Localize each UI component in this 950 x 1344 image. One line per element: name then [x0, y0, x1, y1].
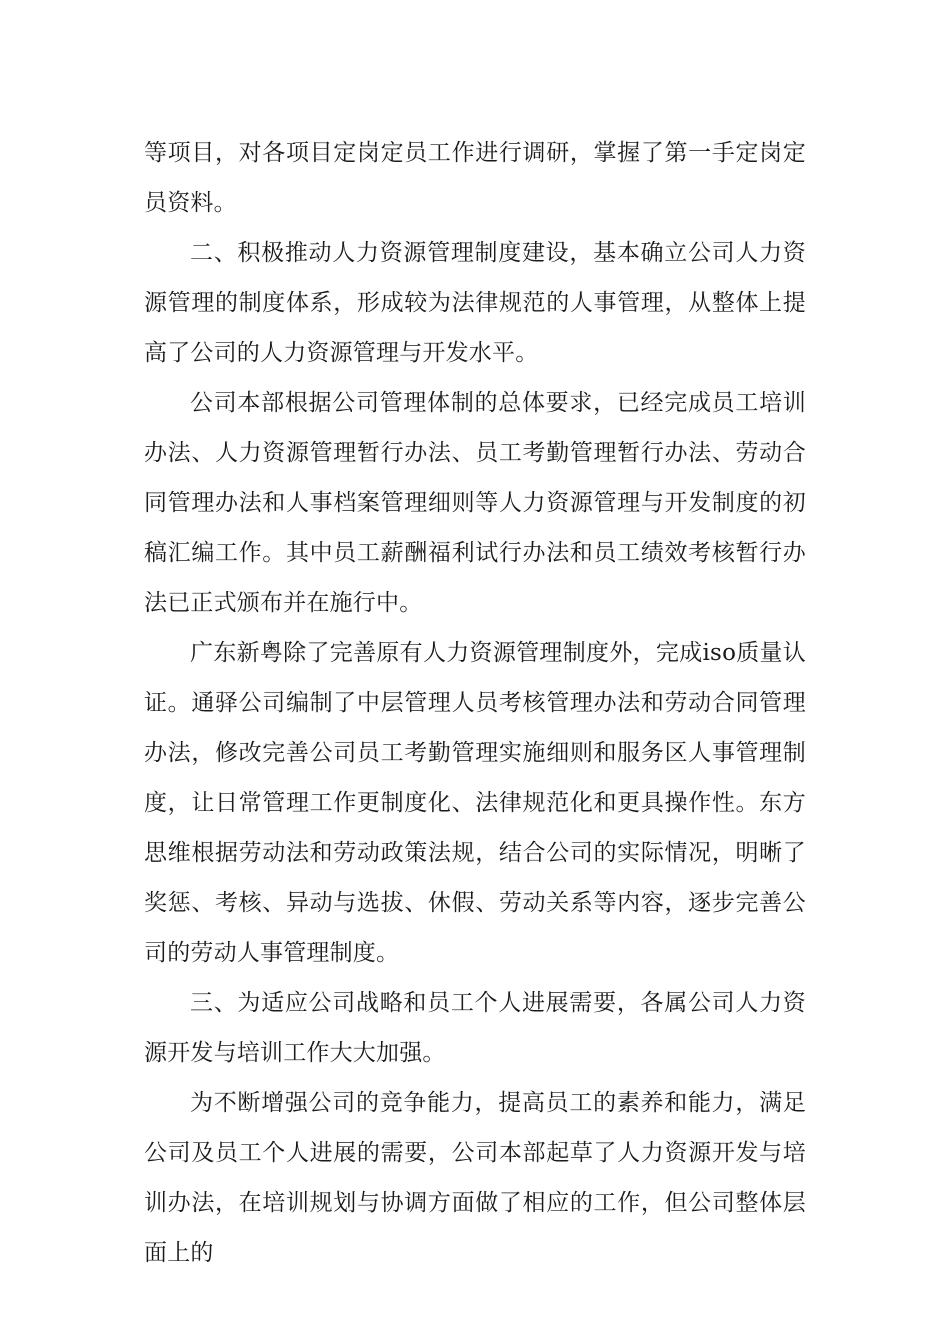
document-page — [144, 128, 806, 1278]
paragraph-headquarters-policies: 公司本部根据公司管理体制的总体要求，已经完成员工培训办法、人力资源管理暂行办法、员工考勤管理暂行办法、劳动合同管理办法和人事档案管理细则等人力资源管理与开发制度的初稿汇编工作。其中员工薪酬福利试行办法和员工绩效考核暂行办法已正式颁布并在施行中。 — [144, 390, 806, 616]
paragraph-training: 为不断增强公司的竞争能力，提高员工的素养和能力，满足公司及员工个人进展的需要，公司本部起草了人力资源开发与培训办法，在培训规划与协调方面做了相应的工作，但公司整体层面上的 — [144, 1090, 806, 1266]
paragraph-section-three-heading: 三、为适应公司战略和员工个人进展需要，各属公司人力资源开发与培训工作大大加强。 — [144, 990, 806, 1066]
paragraph-section-two-heading: 二、积极推动人力资源管理制度建设，基本确立公司人力资源管理的制度体系，形成较为法律规范的人事管理，从整体上提高了公司的人力资源管理与开发水平。 — [144, 240, 806, 366]
paragraph-continuation: 等项目，对各项目定岗定员工作进行调研，掌握了第一手定岗定员资料。 — [144, 140, 806, 216]
paragraph-guangdong-xinyue: 广东新粤除了完善原有人力资源管理制度外，完成iso质量认证。通驿公司编制了中层管理人员考核管理办法和劳动合同管理办法，修改完善公司员工考勤管理实施细则和服务区人事管理制度，让日常管理工作更制度化、法律规范化和更具操作性。东方思维根据劳动法和劳动政策法规，结合公司的实际情况，明晰了奖惩、考核、异动与选拔、休假、劳动关系等内容，逐步完善公司的劳动人事管理制度。 — [144, 640, 806, 966]
